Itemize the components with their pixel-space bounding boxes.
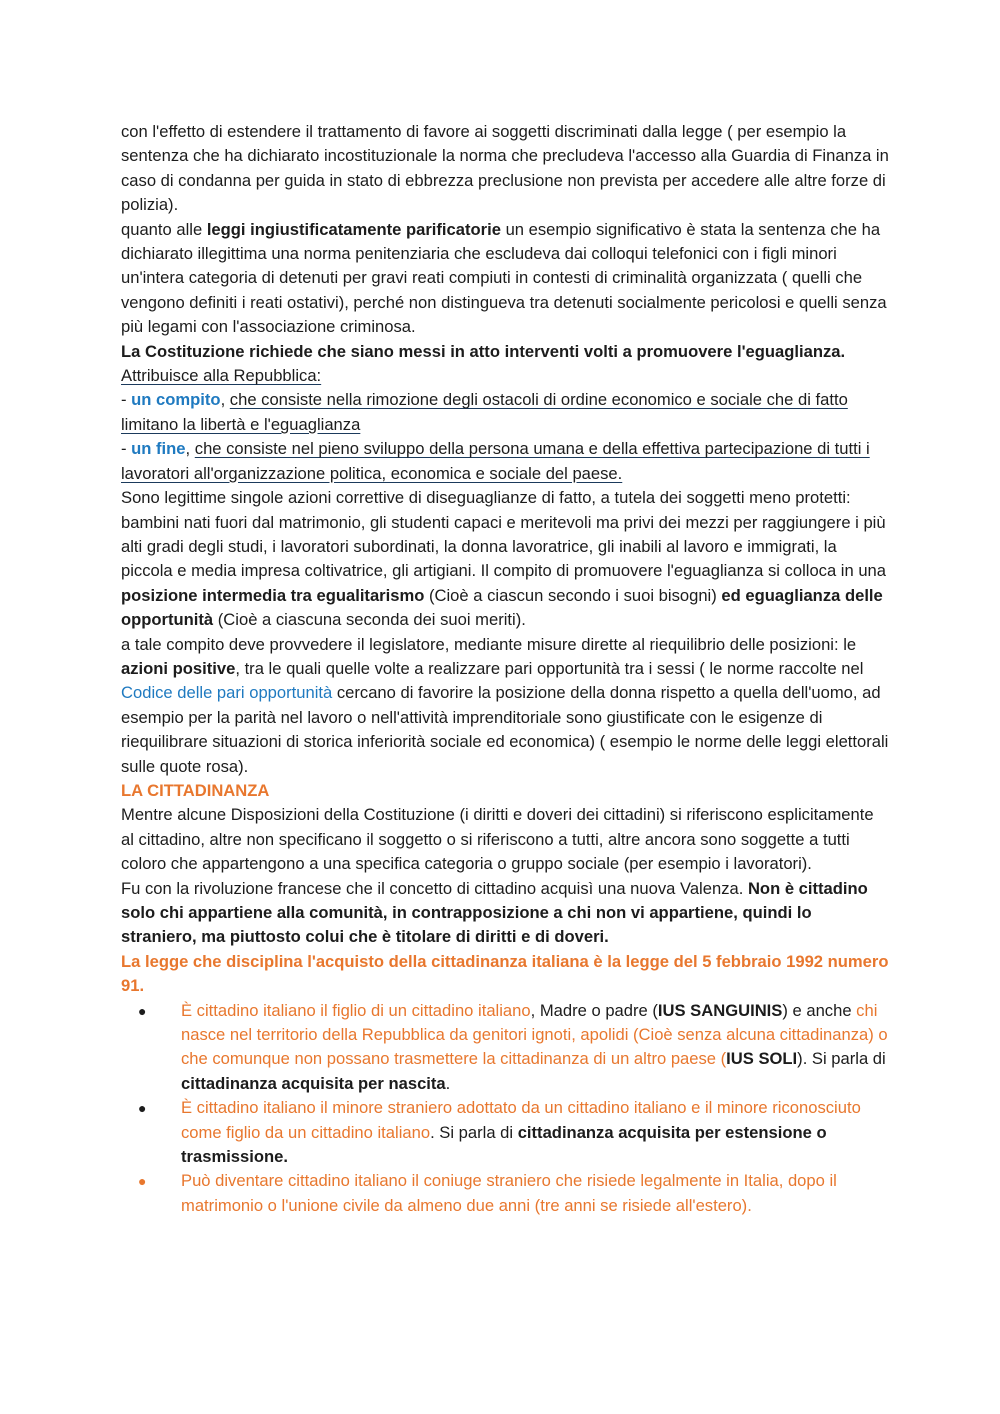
term-compito: un compito — [131, 390, 221, 410]
bold-term: IUS SANGUINIS — [657, 1000, 783, 1020]
highlighted-text: È cittadino italiano il minore straniero adottato da un cittadino italiano e il minore riconosciuto come figlio da un cittadino italiano — [181, 1098, 861, 1142]
paragraph-azioni-correttive — [121, 486, 891, 632]
dash: - — [121, 439, 132, 459]
list-text: ) e anche — [782, 1000, 857, 1020]
list-text: ). Si parla di — [797, 1049, 886, 1069]
separator: , — [220, 390, 230, 410]
paragraph-text: cercano di favorire la posizione della donna rispetto a quella dell'uomo, ad esempio per la parità nel lavoro o nell'attività imprenditoriale sono giustificate con le esigenze di riequilibrare situazioni di storica inferiorità sociale ed economica) ( esempio le norme delle leggi elettorali sulle quote rosa). — [121, 683, 889, 776]
paragraph-legge-91 — [121, 950, 891, 999]
underlined-text: che consiste nel pieno sviluppo della persona umana e della effettiva partecipazione di tutti i lavoratori all'organizzazione politica, economica e sociale del paese. — [121, 439, 870, 483]
bullet-icon: ● — [138, 1173, 147, 1190]
bold-term: cittadinanza acquisita per nascita — [181, 1073, 446, 1093]
list-text: . — [445, 1073, 451, 1093]
section-heading: LA CITTADINANZA — [121, 780, 270, 800]
highlighted-text: È cittadino italiano il figlio di un cittadino italiano — [181, 1000, 531, 1020]
item-compito — [121, 388, 891, 437]
list-item — [121, 999, 891, 1097]
paragraph-text: Mentre alcune Disposizioni della Costituzione (i diritti e doveri dei cittadini) si riferiscono esplicitamente al cittadino, altre non specificano il soggetto o si riferiscono a tutti, altre ancora sono soggette a tutti coloro che appartengono a una specifica categoria o gruppo sociale (per esempio i lavoratori). — [121, 805, 874, 874]
bold-term: ed eguaglianza delle opportunità — [121, 585, 883, 630]
list-item — [121, 1169, 891, 1218]
bold-statement: Non è cittadino solo chi appartiene alla comunità, in contrapposizione a chi non vi appartiene, quindi lo straniero, ma piuttosto colui che è titolare di diritti e di doveri. — [121, 878, 868, 947]
list-item — [121, 1096, 891, 1169]
bold-term: azioni positive — [121, 658, 236, 678]
paragraph-text: (Cioè a ciascun secondo i suoi bisogni) — [424, 585, 722, 605]
highlighted-text: Può diventare cittadino italiano il coniuge straniero che risiede legalmente in Italia, dopo il matrimonio o l'unione civile da almeno due anni (tre anni se risiede all'estero). — [181, 1171, 837, 1215]
underlined-text: che consiste nella rimozione degli ostacoli di ordine economico e sociale che di fatto limitano la libertà e l'eguaglianza — [121, 390, 848, 434]
bold-term: IUS SOLI — [726, 1049, 798, 1069]
paragraph-disposizioni — [121, 803, 891, 876]
highlighted-text: chi nasce nel territorio della Repubblica da genitori ignoti, apolidi (Cioè senza alcuna cittadinanza) o che comunque non possano trasmettere la cittadinanza di un altro paese ( — [181, 1000, 888, 1069]
bold-term: posizione intermedia tra egualitarismo — [121, 585, 425, 605]
paragraph-text: a tale compito deve provvedere il legislatore, mediante misure dirette al riequilibrio delle posizioni: le — [121, 634, 857, 654]
paragraph-text: Fu con la rivoluzione francese che il concetto di cittadino acquisì una nuova Valenza. — [121, 878, 748, 898]
bold-term: leggi ingiustificatamente parificatorie — [206, 219, 501, 239]
paragraph-text: un esempio significativo è stata la sentenza che ha dichiarato illegittima una norma penitenziaria che escludeva dai colloqui telefonici con i figli minori un'intera categoria di detenuti per gravi reati compiuti in contesti di criminalità organizzata ( quelli che vengono definiti i reati ostativi), perché non distingueva tra detenuti socialmente pericolosi e quelli senza più legami con l'associazione criminosa. — [121, 219, 887, 337]
paragraph-text: La legge che disciplina l'acquisto della cittadinanza italiana è la legge del 5 febbraio 1992 numero 91. — [121, 951, 889, 996]
paragraph-costituzione-eguaglianza — [121, 340, 891, 389]
paragraph-text: (Cioè a ciascuna seconda dei suoi meriti). — [213, 610, 526, 630]
term-fine: un fine — [131, 439, 186, 459]
list-text: , Madre o padre ( — [530, 1000, 658, 1020]
document-page — [121, 120, 891, 1218]
separator: , — [185, 439, 195, 459]
list-text: . Si parla di — [430, 1122, 518, 1142]
cittadinanza-list — [121, 999, 891, 1219]
codice-pari-opportunita-link[interactable]: Codice delle pari opportunità — [121, 683, 333, 703]
bullet-icon: ● — [138, 1100, 147, 1117]
underlined-text: Attribuisce alla Repubblica: — [121, 366, 322, 386]
paragraph-text: Sono legittime singole azioni correttive di diseguaglianze di fatto, a tutela dei soggetti meno protetti: bambini nati fuori dal matrimonio, gli studenti capaci e meritevoli ma privi dei mezzi per raggiungere i più alti gradi degli studi, i lavoratori subordinati, la donna lavoratrice, gli inabili al lavoro e immigrati, la piccola e media impresa coltivatrice, gli artigiani. Il compito di promuovere l'eguaglianza si colloca in una — [121, 488, 887, 581]
paragraph-rivoluzione-francese — [121, 877, 891, 950]
paragraph-text: con l'effetto di estendere il trattamento di favore ai soggetti discriminati dalla legge ( per esempio la sentenza che ha dichiarato incostituzionale la norma che precludeva l'accesso alla Guardia di Finanza in caso di condanna per guida in stato di ebbrezza preclusione non prevista per accedere alle altre forze di polizia). — [121, 122, 889, 215]
paragraph-azioni-positive — [121, 633, 891, 779]
paragraph-text: , tra le quali quelle volte a realizzare pari opportunità tra i sessi ( le norme raccolte nel — [235, 658, 864, 678]
bold-statement: La Costituzione richiede che siano messi in atto interventi volti a promuovere l'eguaglianza. — [121, 341, 846, 361]
item-fine — [121, 437, 891, 486]
dash: - — [121, 390, 132, 410]
paragraph-leggi-parificatorie — [121, 218, 891, 340]
bullet-icon: ● — [138, 1002, 147, 1019]
paragraph-sentenza-favore — [121, 120, 891, 218]
bold-term: cittadinanza acquisita per estensione o trasmissione. — [181, 1122, 827, 1167]
paragraph-text: quanto alle — [121, 219, 207, 239]
